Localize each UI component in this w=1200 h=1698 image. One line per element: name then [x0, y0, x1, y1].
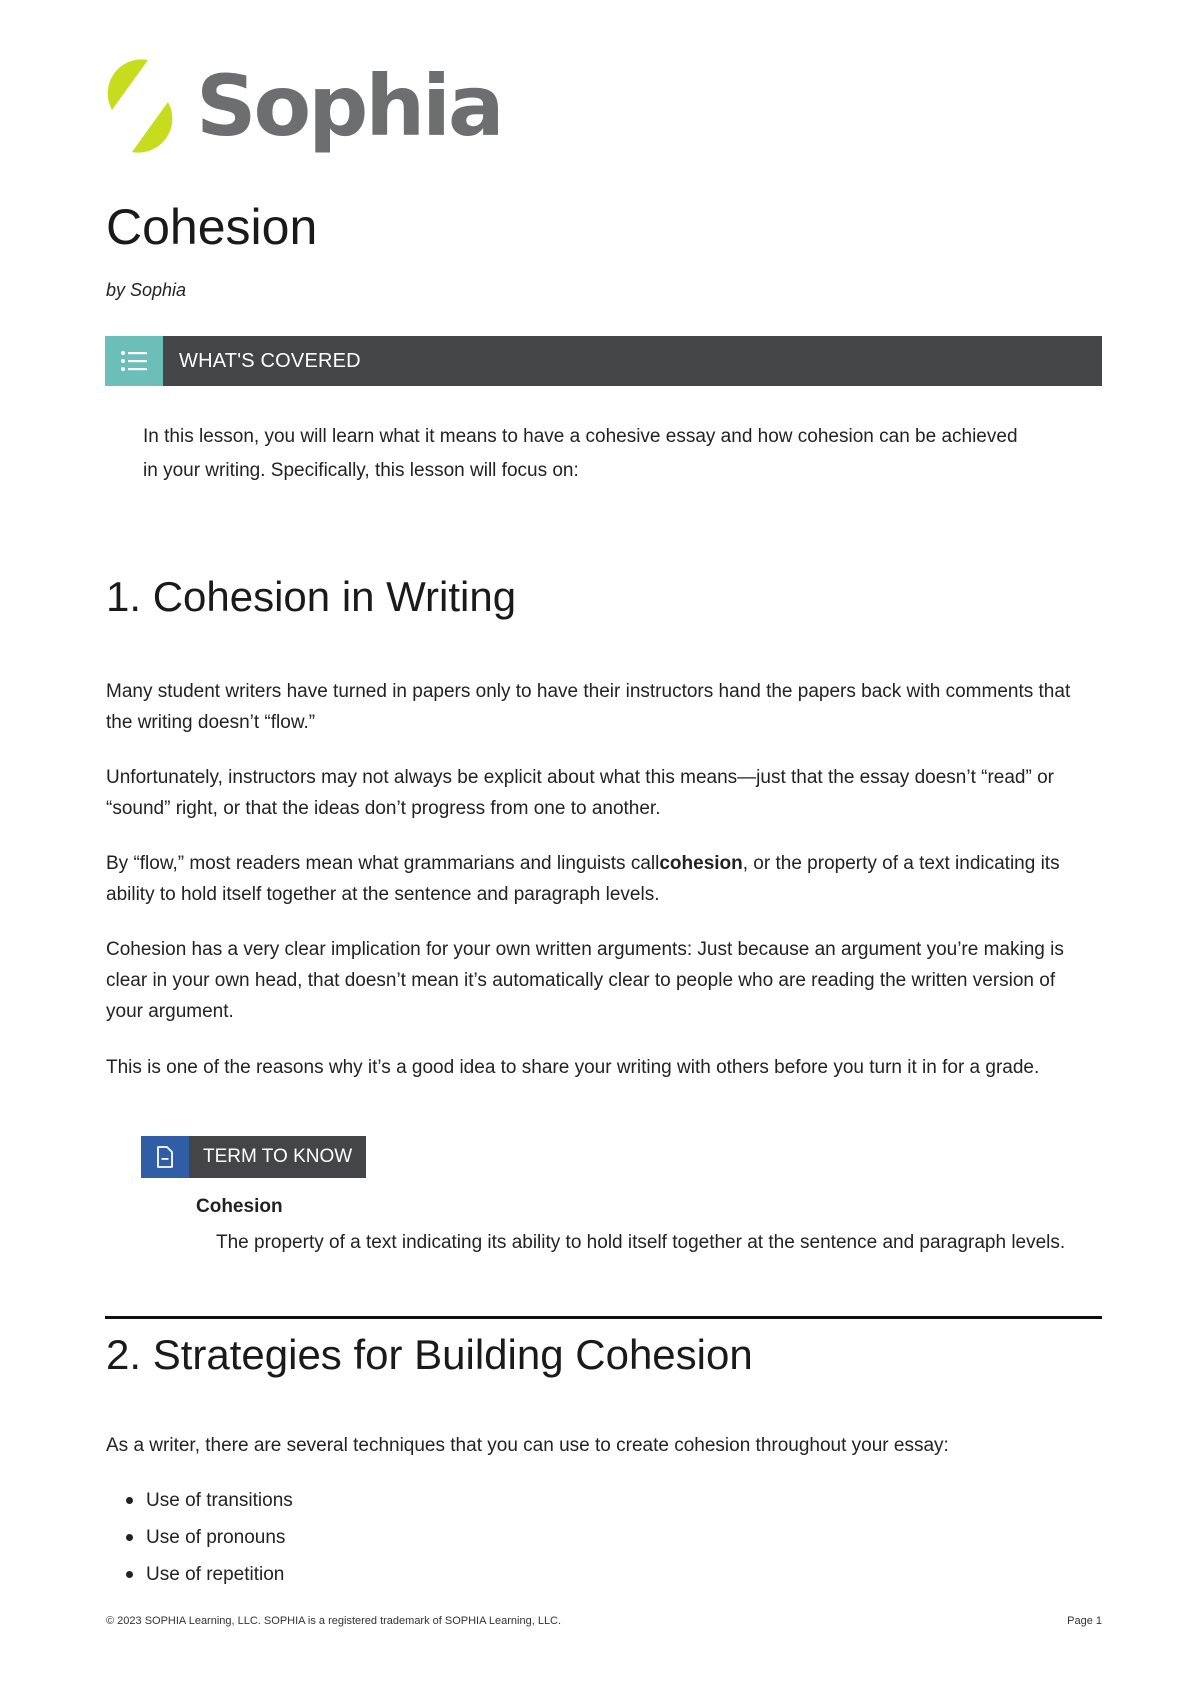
- sophia-logo-mark-icon: [104, 56, 176, 156]
- sophia-logo: [104, 56, 502, 156]
- section-1-paragraph-5: This is one of the reasons why it’s a good idea to share your writing with others before you turn it in for a grade.: [106, 1057, 1040, 1078]
- techniques-list: [106, 1482, 293, 1593]
- paragraph-3-text-before: By “flow,” most readers mean what grammarians and linguists call: [106, 853, 660, 874]
- paragraph-3-text-after: , or the property of a text indicating its ability to hold itself together at the sentence and paragraph levels.: [106, 853, 1060, 905]
- term-to-know-label: TERM TO KNOW: [203, 1146, 353, 1167]
- cohesion-bold-term: cohesion: [659, 853, 743, 874]
- page-title: Cohesion: [106, 199, 318, 255]
- list-item: Use of pronouns: [106, 1519, 293, 1556]
- section-1-paragraph-1: Many student writers have turned in papers only to have their instructors hand the papers back with comments that the writing doesn’t “flow.”: [106, 681, 1071, 733]
- term-definition: The property of a text indicating its ability to hold itself together at the sentence and paragraph levels.: [216, 1232, 1066, 1253]
- document-icon: [156, 1146, 174, 1168]
- term-word: Cohesion: [196, 1196, 283, 1217]
- footer-copyright: © 2023 SOPHIA Learning, LLC. SOPHIA is a registered trademark of SOPHIA Learning, LLC.: [106, 1615, 562, 1627]
- term-to-know-header: [141, 1136, 366, 1178]
- list-icon: [120, 349, 148, 373]
- section-1-paragraph-2: Unfortunately, instructors may not always be explicit about what this means—just that the essay doesn’t “read” or “sound” right, or that the ideas don’t progress from one to another.: [106, 767, 1054, 819]
- sophia-logo-wordmark: Sophia: [196, 57, 502, 155]
- footer-page-number: Page 1: [1067, 1615, 1102, 1627]
- whats-covered-intro: In this lesson, you will learn what it means to have a cohesive essay and how cohesion can be achieved in your writing. Specifically, this lesson will focus on:: [143, 426, 1018, 481]
- whats-covered-icon-box: [105, 336, 163, 386]
- section-divider: [105, 1316, 1102, 1319]
- section-1-paragraph-3: [106, 848, 1076, 910]
- section-2-intro: As a writer, there are several techniques that you can use to create cohesion throughout your essay:: [106, 1435, 949, 1456]
- section-1-paragraph-4: Cohesion has a very clear implication for your own written arguments: Just because an argument you’re making is clear in your own head, that doesn’t mean it’s automatically clear to people who are reading the written version of your argument.: [106, 939, 1064, 1022]
- whats-covered-label: WHAT'S COVERED: [179, 349, 361, 372]
- term-to-know-icon-box: [141, 1136, 189, 1178]
- whats-covered-header: [105, 336, 1102, 386]
- list-item: Use of repetition: [106, 1556, 293, 1593]
- section-2-heading: 2. Strategies for Building Cohesion: [106, 1331, 753, 1378]
- section-1-heading: 1. Cohesion in Writing: [106, 573, 517, 620]
- byline: by Sophia: [106, 280, 187, 300]
- list-item: Use of transitions: [106, 1482, 293, 1519]
